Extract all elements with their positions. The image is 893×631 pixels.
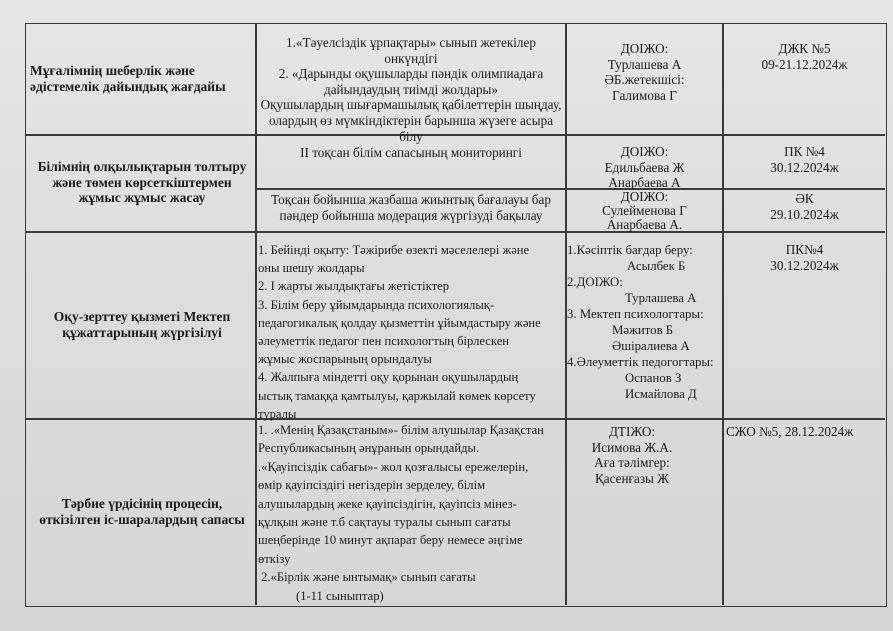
responsible-text: Турлашева А	[625, 291, 697, 305]
activity-text: .«Қауіпсіздік сабағы»- жол қозғалысы ережелерін,	[258, 459, 529, 474]
responsible-text: Асылбек Б	[627, 259, 686, 273]
activity-text: шеңберінде 10 минут ақпарат беру немесе әңгіме	[258, 533, 523, 548]
section-cell	[30, 418, 254, 605]
section-text: құжаттарының жүргізілуі	[62, 324, 222, 340]
result-text: ДЖК №5	[778, 41, 831, 56]
result-text: СЖО №5, 28.12.2024ж	[726, 424, 854, 439]
section-text: жұмыс жұмыс жасау	[78, 190, 206, 206]
result-cell	[724, 41, 885, 72]
activity-text: Республикасының әнұранын орындайды.	[258, 441, 480, 456]
section-text: Оқу-зерттеу қызметі Мектеп	[53, 308, 231, 324]
activity-text: (1-11 сыныптар)	[296, 588, 384, 603]
result-text: ӘК	[795, 191, 814, 206]
responsible-cell	[567, 144, 722, 191]
activity-text: білу	[399, 128, 423, 144]
activity-text: Оқушылардың шығармашылық қабілеттерін шыңдау,	[260, 97, 562, 113]
section-text: Мұғалімнің шеберлік және	[30, 63, 195, 79]
responsible-text: Исимова Ж.А.	[591, 439, 673, 455]
result-text: 29.10.2024ж	[770, 206, 839, 222]
activity-text: туралы	[258, 406, 297, 421]
responsible-text: Аға тәлімгер:	[594, 455, 670, 471]
activity-text: олардың өз мүмкіндіктерін барынша жүзеге асыра	[268, 112, 554, 128]
activity-text: ыстық тамаққа қамтылуы, қаржылай көмек көрсету	[258, 388, 536, 403]
activity-text: ІІ тоқсан білім сапасының мониторингі	[300, 145, 522, 160]
result-text: 30.12.2024ж	[770, 159, 839, 175]
activity-text: 2. І жарты жылдықтағы жетістіктер	[258, 279, 449, 294]
responsible-text: Едильбаева Ж	[604, 159, 685, 175]
activity-cell	[258, 421, 565, 605]
report-table	[25, 23, 887, 607]
responsible-text: Исмайлова Д	[625, 387, 697, 401]
section-text: Тәрбие үрдісінің процесін,	[61, 495, 223, 511]
column-divider	[722, 24, 724, 605]
responsible-text: Галимова Г	[612, 87, 677, 103]
responsible-text: Мәжитов Б	[612, 323, 674, 337]
result-text: 09-21.12.2024ж	[761, 56, 848, 72]
activity-text: 2. «Дарынды оқушыларды пәндік олимпиадаға	[278, 66, 544, 82]
activity-text: 1.«Тәуелсіздік ұрпақтары» сынып жетекілер	[286, 35, 536, 50]
activity-text: 2.«Бірлік және ынтымақ» сынып сағаты	[258, 570, 476, 585]
responsible-text: Әшіралиева А	[612, 339, 690, 353]
activity-text: құлқын және т.б сақтауы туралы сынып сағаты	[258, 515, 511, 530]
responsible-text: 4.Әлеуметтік педогогтары:	[567, 355, 714, 369]
activity-text: оны шешу жолдары	[258, 261, 365, 276]
activity-text: 1. Бейінді оқыту: Тәжірибе өзекті мәселелері және	[258, 243, 530, 257]
responsible-text: ДОІЖО:	[620, 189, 669, 204]
result-text: ПК№4	[785, 242, 824, 257]
responsible-text: Оспанов З	[625, 371, 682, 385]
activity-text: өмір қауіпсіздігі негіздерін зерделеу, білім	[258, 478, 486, 493]
section-text: өткізілген іс-шаралардың сапасы	[39, 511, 245, 527]
section-cell	[30, 231, 254, 418]
activity-text: өткізу	[258, 551, 291, 566]
activity-text: 1. .«Менің Қазақстаным»- білім алушылар Қазақстан	[258, 423, 544, 437]
responsible-cell	[567, 424, 697, 486]
activity-text: дайындаудың тиімді жолдары»	[323, 81, 498, 97]
activity-text: әлеуметтік педагог пен психологтың бірлескен	[258, 334, 510, 349]
result-cell	[724, 144, 885, 175]
responsible-text: ДОІЖО:	[620, 41, 669, 56]
responsible-text: ӘБ.жетекшісі:	[604, 72, 685, 88]
activity-cell	[257, 35, 565, 144]
result-cell	[724, 242, 885, 273]
activity-text: пәндер бойынша модерация жүргізуді бақылау	[279, 207, 543, 223]
activity-text: алушылардың жеке қауіпсіздігін, қауіпсіз мінез-	[258, 496, 517, 511]
responsible-cell	[567, 190, 722, 232]
section-text: Білімнің олқылықтарын толтыру	[37, 159, 247, 175]
responsible-cell	[567, 41, 722, 103]
section-text: және төмен көрсеткіштермен	[52, 174, 232, 190]
result-text: ПК №4	[784, 144, 825, 159]
section-cell	[30, 134, 254, 231]
responsible-text: Сулейменова Г	[602, 203, 687, 218]
activity-cell	[258, 241, 565, 423]
responsible-text: ДОІЖО:	[620, 144, 669, 159]
responsible-text: 2.ДОІЖО:	[567, 275, 623, 289]
activity-text: Тоқсан бойынша жазбаша жиынтық бағалауы бар	[271, 192, 551, 207]
activity-text: жұмыс жоспарының орындалуы	[258, 352, 432, 367]
activity-text: 3. Білім беру ұйымдарында психологиялық-	[258, 297, 495, 312]
responsible-text: 1.Кәсіптік бағдар беру:	[567, 243, 693, 257]
result-cell	[724, 191, 885, 222]
responsible-text: ДТІЖО:	[608, 424, 656, 439]
responsible-text: Анарбаева А	[608, 175, 681, 191]
section-text: әдістемелік дайындық жағдайы	[30, 79, 226, 94]
result-text: 30.12.2024ж	[770, 257, 839, 273]
activity-text: педагогикалық қолдау қызметтін ұйымдастыру және	[258, 315, 541, 330]
activity-cell	[257, 192, 565, 223]
activity-cell	[257, 145, 565, 161]
responsible-text: Қасенғазы Ж	[594, 470, 670, 486]
responsible-text: 3. Мектеп психологтары:	[567, 307, 704, 321]
responsible-text: Турлашева А	[607, 56, 682, 72]
activity-text: онкүндігі	[384, 50, 438, 66]
section-cell	[30, 24, 254, 134]
responsible-cell	[567, 242, 722, 402]
activity-text: 4. Жалпыға міндетті оқу қорынан оқушылардың	[258, 370, 519, 385]
result-cell	[726, 424, 885, 440]
responsible-text: Анарбаева А.	[606, 217, 683, 232]
